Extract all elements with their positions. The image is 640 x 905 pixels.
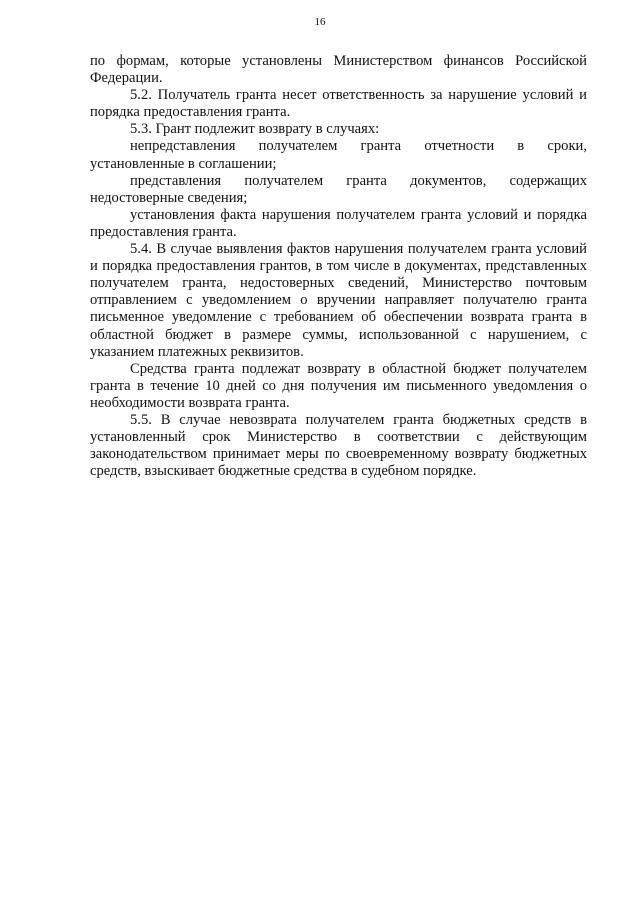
paragraph-5-5: 5.5. В случае невозврата получателем гранта бюджетных средств в установленный срок Министерство в соответствии с действующим законодательством принимает меры по своевременному возврату бюджетных средств, взыскивает бюджетные средства в судебном порядке. bbox=[90, 411, 587, 480]
paragraph-continuation: по формам, которые установлены Министерством финансов Российской Федерации. bbox=[90, 53, 587, 87]
document-body bbox=[90, 53, 587, 480]
paragraph-5-3: 5.3. Грант подлежит возврату в случаях: bbox=[130, 121, 380, 138]
paragraph-5-4: 5.4. В случае выявления фактов нарушения получателем гранта условий и порядка предоставления грантов, в том числе в документах, представленных получателем гранта, недостоверных сведений, Министерство почтовым отправлением с уведомлением о вручении направляет получателю гранта письменное уведомление с требованием об обеспечении возврата гранта в областной бюджет в размере суммы, использованной с нарушением, с указанием платежных реквизитов. bbox=[90, 241, 587, 360]
list-item-non-reporting: непредставления получателем гранта отчетности в сроки, установленные в соглашении; bbox=[90, 138, 587, 172]
paragraph-5-2: 5.2. Получатель гранта несет ответственность за нарушение условий и порядка предоставления гранта. bbox=[90, 87, 587, 121]
page-number: 16 bbox=[314, 16, 326, 28]
list-item-violation: установления факта нарушения получателем гранта условий и порядка предоставления гранта. bbox=[90, 206, 587, 240]
paragraph-refund-term: Средства гранта подлежат возврату в областной бюджет получателем гранта в течение 10 дней со дня получения им письменного уведомления о необходимости возврата гранта. bbox=[90, 360, 587, 411]
list-item-false-documents: представления получателем гранта документов, содержащих недостоверные сведения; bbox=[90, 172, 587, 206]
